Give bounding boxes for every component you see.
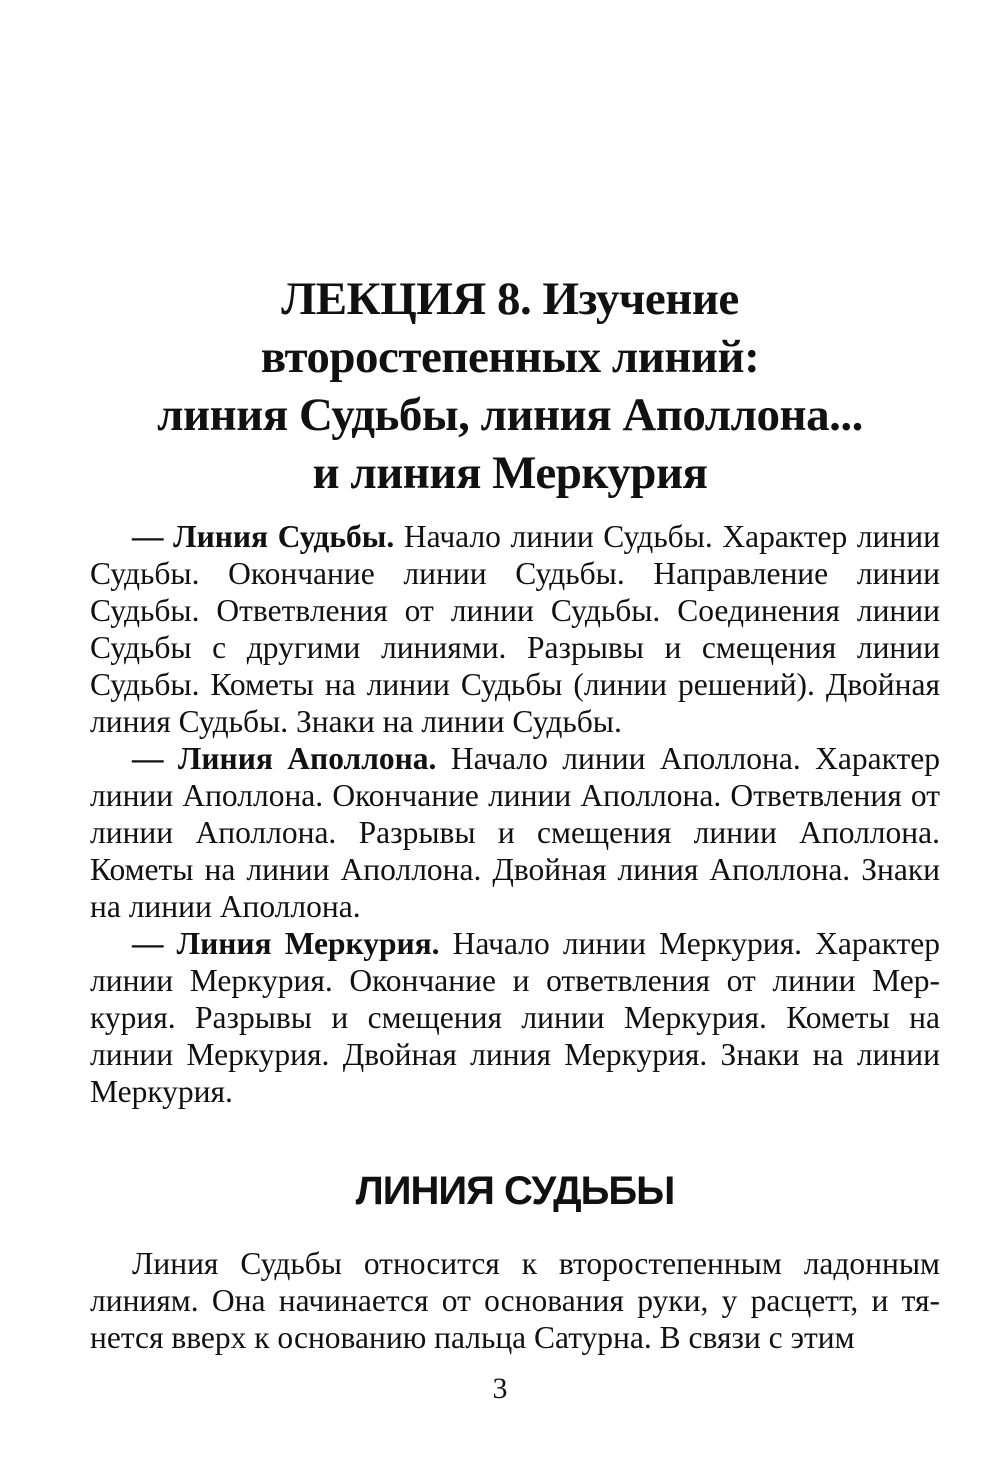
summary-lead: — Линия Меркурия. (132, 926, 440, 961)
chapter-title-line: и линия Меркурия (312, 447, 708, 499)
chapter-summary (90, 518, 940, 1110)
summary-paragraph-fate-line (90, 518, 940, 740)
summary-paragraph-mercury-line (90, 925, 940, 1110)
page-number: 3 (492, 1372, 508, 1405)
intro-paragraph: Линия Судьбы относится к второстепенным ладонным линиям. Она начинается от основания руки, у расцетт, и тянется вверх к основанию пальца Сатурна. В связи с этим (90, 1246, 940, 1355)
summary-lead: — Линия Судьбы. (132, 519, 395, 554)
summary-text: Начало линии Меркурия. Характер линии Меркурия. Окончание и ответвления от линии Меркурия. Разрывы и смещения линии Меркурия. Кометы на линии Меркурия. Двойная линия Меркурия. Знаки на линии Меркурия. (90, 926, 940, 1109)
section-body (90, 1245, 940, 1356)
summary-lead: — Линия Аполлона. (132, 741, 437, 776)
summary-paragraph-apollo-line (90, 740, 940, 925)
chapter-title-line: второстепенных линий: (260, 331, 760, 383)
chapter-title-line: ЛЕКЦИЯ 8. Изучение (281, 273, 739, 325)
summary-text: Начало линии Аполлона. Характер линии Аполлона. Окончание линии Аполлона. Ответвления от линии Аполлона. Разрывы и смещения линии Аполлона. Кометы на линии Аполлона. Двойная линия Аполлона. Знаки на линии Аполлона. (90, 741, 940, 924)
section-heading: ЛИНИЯ СУДЬБЫ (355, 1169, 675, 1213)
chapter-title-line: линия Судьбы, линия Аполлона... (157, 389, 863, 441)
summary-text: Начало линии Судьбы. Характер линии Судьбы. Окончание линии Судьбы. Направление линии Судьбы. Ответвления от линии Судьбы. Соединения линии Судьбы с другими линиями. Разрывы и смещения линии Судьбы. Кометы на линии Судьбы (линии решений). Двойная линия Судьбы. Знаки на линии Судьбы. (90, 519, 940, 739)
chapter-title (80, 270, 940, 502)
